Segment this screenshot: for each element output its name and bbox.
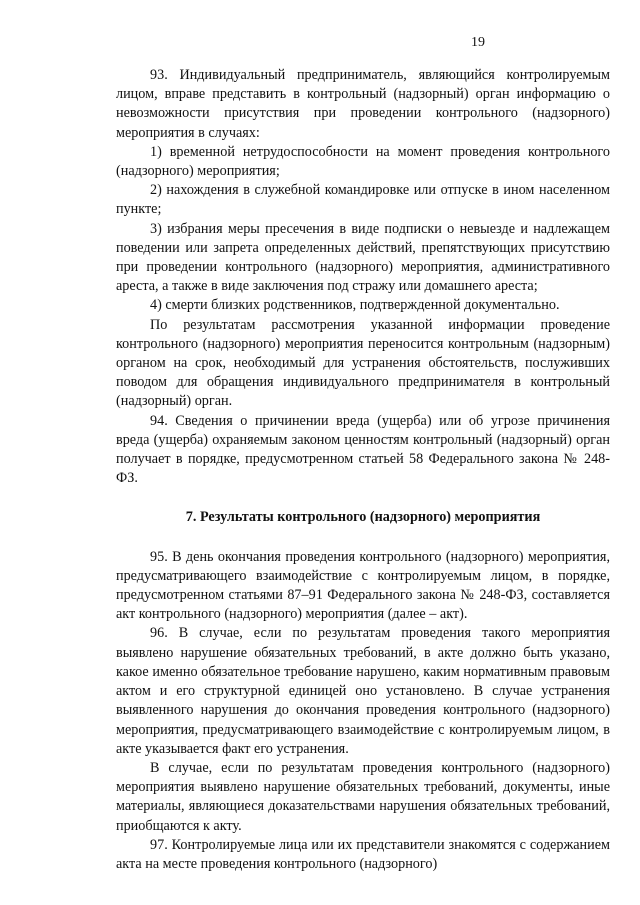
list-item-4: 4) смерти близких родственников, подтвержденной документально. [150,297,560,314]
list-item-3: 3) избрания меры пресечения в виде подписки о невыезде и надлежащем поведении или запрета определенных действий, препятствующих присутствию при проведении контрольного (надзорного) мероприятия, административного ареста, а также в виде заключения под стражу или домашнего ареста; [116,220,610,295]
paragraph-93: 93. Индивидуальный предприниматель, являющийся контролируемым лицом, вправе представить в контрольный (надзорный) орган информацию о невозможности присутствия при проведении контрольного (надзорного) мероприятия в случаях: [116,67,610,141]
paragraph-97: 97. Контролируемые лица или их представители знакомятся с содержанием акта на месте проведения контрольного (надзорного) [116,836,610,872]
section-heading: 7. Результаты контрольного (надзорного) мероприятия [185,509,541,526]
paragraph-96: 96. В случае, если по результатам проведения такого мероприятия выявлено нарушение обязательных требований, в акте должно быть указано, какое именно обязательное требование нарушено, каким нормативным правовым актом и его структурной единицей оно установлено. В случае устранения выявленного нарушения до окончания проведения контрольного (надзорного) мероприятия, предусматривающего взаимодействие с контролируемым лицом, в акте указывается факт его устранения. [116,625,610,757]
document-body [116,66,610,874]
paragraph-evidence: В случае, если по результатам проведения контрольного (надзорного) мероприятия выявлено нарушение обязательных требований, документы, иные материалы, являющиеся доказательствами нарушения обязательных требований, приобщаются к акту. [116,759,610,834]
list-item-1: 1) временной нетрудоспособности на момент проведения контрольного (надзорного) мероприятия; [116,143,610,180]
list-item-2: 2) нахождения в служебной командировке или отпуске в ином населенном пункте; [116,182,610,218]
page-number: 19 [471,35,485,50]
paragraph-postponement: По результатам рассмотрения указанной информации проведение контрольного (надзорного) мероприятия переносится контрольным (надзорным) органом на срок, необходимый для устранения обстоятельств, послуживших поводом для обращения индивидуального предпринимателя в контрольный (надзорный) орган. [116,316,610,410]
paragraph-94: 94. Сведения о причинении вреда (ущерба) или об угрозе причинения вреда (ущерба) охраняемым законом ценностям контрольный (надзорный) орган получает в порядке, предусмотренном статьей 58 Федерального закона № 248-ФЗ. [116,412,610,487]
paragraph-95: 95. В день окончания проведения контрольного (надзорного) мероприятия, предусматривающего взаимодействие с контролируемым лицом, в порядке, предусмотренном статьями 87–91 Федерального закона № 248-ФЗ, составляется акт контрольного (надзорного) мероприятия (далее – акт). [116,548,610,623]
